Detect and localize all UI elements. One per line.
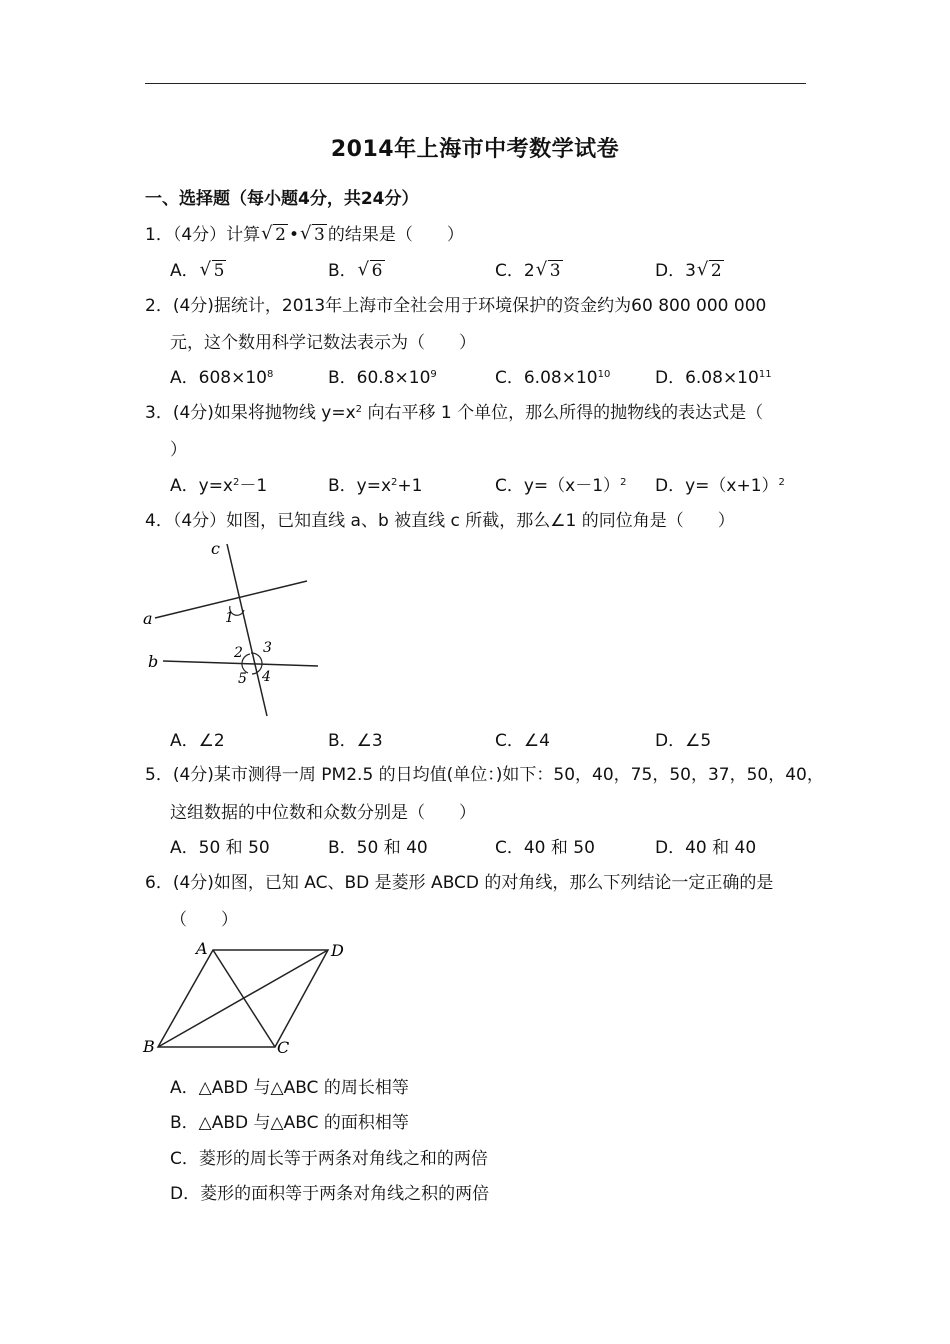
option-label: B． [328,261,357,281]
option-c[interactable] [495,260,564,282]
option-a[interactable] [170,475,267,497]
option-text: －1 [239,476,268,496]
exponent: 2 [233,477,240,488]
sqrt-symbol [536,260,563,282]
option-b[interactable] [328,367,437,389]
radicand: 5 [213,261,225,281]
exponent: 10 [597,369,611,380]
question-5-line-1: 5．(4分)某市测得一周 PM2.5 的日均值(单位：)如下：50，40，75，50，37，50，40， [145,765,824,785]
exponent: 2 [355,404,363,415]
sqrt-symbol [358,260,385,282]
option-label: C． [495,261,524,281]
line-c [227,544,267,716]
question-2-line-2: 元，这个数用科学记数法表示为（ ） [170,333,476,353]
sqrt-symbol [697,260,724,282]
sqrt-symbol [300,224,327,246]
question-6-line-2: （ ） [170,910,238,930]
option-c[interactable]: C．40 和 50 [495,838,595,858]
section-heading: 一、选择题（每小题4分，共24分） [145,189,419,209]
option-d[interactable]: D．菱形的面积等于两条对角线之积的两倍 [170,1184,490,1204]
label-b: b [148,652,159,671]
question-4-line-1: 4．（4分）如图，已知直线 a、b 被直线 c 所截，那么∠1 的同位角是（ ） [145,511,735,531]
radicand: 2 [710,261,722,281]
option-text: D．y=（x+1） [655,476,779,496]
option-a[interactable] [170,260,227,282]
question-number: 1． [145,225,173,245]
label-a: a [143,609,153,628]
question-3-line-2: ） [170,440,187,460]
vertex-c: C [277,1038,290,1057]
option-a[interactable]: A．50 和 50 [170,838,270,858]
option-c[interactable]: C．菱形的周长等于两条对角线之和的两倍 [170,1149,488,1169]
option-d[interactable] [655,475,785,497]
question-text: 向右平移 1 个单位，那么所得的抛物线的表达式是（ [362,403,764,423]
option-text: C．y=（x－1） [495,476,621,496]
option-c[interactable]: C．∠4 [495,731,550,751]
option-b[interactable] [328,260,386,282]
vertex-a: A [196,939,208,958]
label-angle-4: 4 [262,669,271,685]
option-a[interactable]: A．∠2 [170,731,225,751]
option-label: D． [655,261,686,281]
option-text: A．608×10 [170,368,267,388]
dot-operator: • [288,225,300,245]
label-angle-3: 3 [263,640,272,656]
option-b[interactable]: B．∠3 [328,731,383,751]
radicand: 3 [314,225,325,245]
option-text: B．60.8×10 [328,368,431,388]
option-b[interactable]: B．△ABD 与△ABC 的面积相等 [170,1113,409,1133]
question-6-line-1: 6．(4分)如图，已知 AC、BD 是菱形 ABCD 的对角线，那么下列结论一定正确的是 [145,873,774,893]
label-c: c [211,539,220,558]
label-angle-2: 2 [234,645,243,661]
radicand: 2 [275,225,286,245]
exponent: 2 [391,477,398,488]
header-rule [145,83,806,84]
option-b[interactable]: B．50 和 40 [328,838,428,858]
exponent: 2 [778,477,785,488]
option-c[interactable] [495,367,610,389]
diagonal-bd [158,950,328,1047]
option-d[interactable]: D．∠5 [655,731,712,751]
option-b[interactable] [328,475,422,497]
label-angle-1: 1 [225,610,234,626]
question-5-line-2: 这组数据的中位数和众数分别是（ ） [170,803,476,823]
vertex-d: D [331,941,344,960]
option-d[interactable] [655,260,725,282]
question-text: 的结果是（ ） [327,225,464,245]
question-1 [145,224,464,246]
option-label: A． [170,261,199,281]
exponent: 9 [430,369,437,380]
option-d[interactable] [655,367,772,389]
exponent: 8 [266,369,274,380]
option-a[interactable]: A．△ABD 与△ABC 的周长相等 [170,1078,409,1098]
radicand: 3 [549,261,561,281]
option-text: C．6.08×10 [495,368,598,388]
option-c[interactable] [495,475,626,497]
vertex-b: B [143,1037,155,1056]
question-text: （4分）计算 [172,225,261,245]
rhombus-figure [140,935,350,1060]
question-2-line-1: 2．(4分)据统计，2013年上海市全社会用于环境保护的资金约为60 800 000 000 [145,296,767,316]
line-b [163,661,318,666]
sqrt-symbol [261,224,288,246]
option-d[interactable]: D．40 和 40 [655,838,757,858]
label-angle-5: 5 [238,671,247,687]
question-3-line-1 [145,402,763,424]
exponent: 2 [620,477,627,488]
question-text: 3．(4分)如果将抛物线 y=x [145,403,356,423]
option-text: B．y=x [328,476,392,496]
option-a[interactable] [170,367,273,389]
coefficient: 2 [523,261,535,281]
option-text: A．y=x [170,476,233,496]
sqrt-symbol [200,260,227,282]
page-title: 2014年上海市中考数学试卷 [330,137,620,162]
lines-figure [140,538,325,720]
option-text: +1 [397,476,423,496]
exponent: 11 [758,369,772,380]
option-text: D．6.08×10 [655,368,759,388]
radicand: 6 [371,261,383,281]
coefficient: 3 [685,261,696,281]
